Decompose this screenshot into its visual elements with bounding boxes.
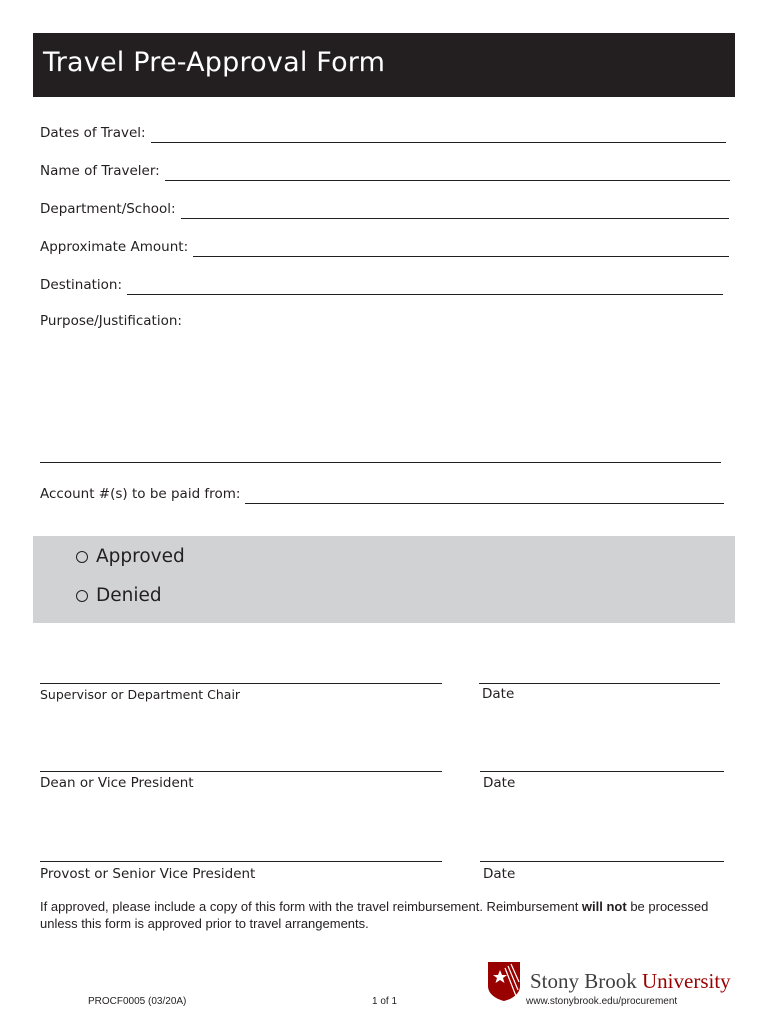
approximate-amount-label: Approximate Amount:: [40, 239, 189, 255]
dates-of-travel-label: Dates of Travel:: [40, 125, 146, 141]
dates-of-travel-field[interactable]: [40, 121, 726, 143]
name-of-traveler-line[interactable]: [165, 166, 730, 181]
logo-wordmark: [530, 969, 731, 994]
purpose-justification-label: Purpose/Justification:: [40, 313, 182, 329]
purpose-justification-line[interactable]: [40, 462, 721, 463]
approximate-amount-line[interactable]: [193, 242, 729, 257]
name-of-traveler-label: Name of Traveler:: [40, 163, 160, 179]
destination-line[interactable]: [127, 280, 723, 295]
destination-field[interactable]: [40, 273, 723, 295]
dean-signature-line[interactable]: [40, 771, 442, 772]
provost-signature-line[interactable]: [40, 861, 442, 862]
form-code: PROCF0005 (03/20A): [88, 996, 187, 1007]
approval-status-box: [33, 536, 735, 623]
supervisor-label: Supervisor or Department Chair: [40, 687, 241, 702]
page-number: 1 of 1: [372, 996, 398, 1007]
denied-label: Denied: [96, 585, 162, 606]
note-part-2: be processed unless this form is approved prior to travel arrangements.: [40, 899, 709, 931]
approved-label: Approved: [96, 546, 185, 567]
approved-option[interactable]: [76, 546, 185, 567]
approximate-amount-field[interactable]: [40, 235, 729, 257]
accounts-line[interactable]: [245, 489, 724, 504]
dean-date-label: Date: [483, 775, 516, 791]
department-school-label: Department/School:: [40, 201, 176, 217]
provost-label: Provost or Senior Vice President: [40, 866, 256, 882]
denied-radio-icon[interactable]: [76, 590, 88, 602]
accounts-label: Account #(s) to be paid from:: [40, 486, 241, 502]
logo-name: Stony Brook: [530, 968, 637, 993]
form-title: Travel Pre-Approval Form: [43, 47, 386, 78]
denied-option[interactable]: [76, 585, 162, 606]
footer-url[interactable]: www.stonybrook.edu/procurement: [526, 996, 678, 1007]
provost-date-line[interactable]: [480, 861, 724, 862]
dean-date-line[interactable]: [480, 771, 724, 772]
header-bar: [33, 33, 735, 97]
department-school-field[interactable]: [40, 197, 729, 219]
dean-label: Dean or Vice President: [40, 775, 194, 791]
destination-label: Destination:: [40, 277, 123, 293]
approved-radio-icon[interactable]: [76, 551, 88, 563]
supervisor-signature-line[interactable]: [40, 683, 442, 684]
dates-of-travel-line[interactable]: [151, 128, 726, 143]
supervisor-date-line[interactable]: [479, 683, 720, 684]
logo-accent: University: [642, 968, 731, 993]
department-school-line[interactable]: [181, 204, 729, 219]
name-of-traveler-field[interactable]: [40, 159, 730, 181]
supervisor-date-label: Date: [482, 686, 515, 702]
note-part-1: If approved, please include a copy of this form with the travel reimbursement. Reimbursement: [40, 899, 582, 914]
provost-date-label: Date: [483, 866, 516, 882]
approval-note: [40, 898, 730, 932]
note-emphasis: will not: [581, 899, 627, 914]
sbu-shield-icon: [486, 960, 522, 1002]
accounts-field[interactable]: [40, 482, 724, 504]
